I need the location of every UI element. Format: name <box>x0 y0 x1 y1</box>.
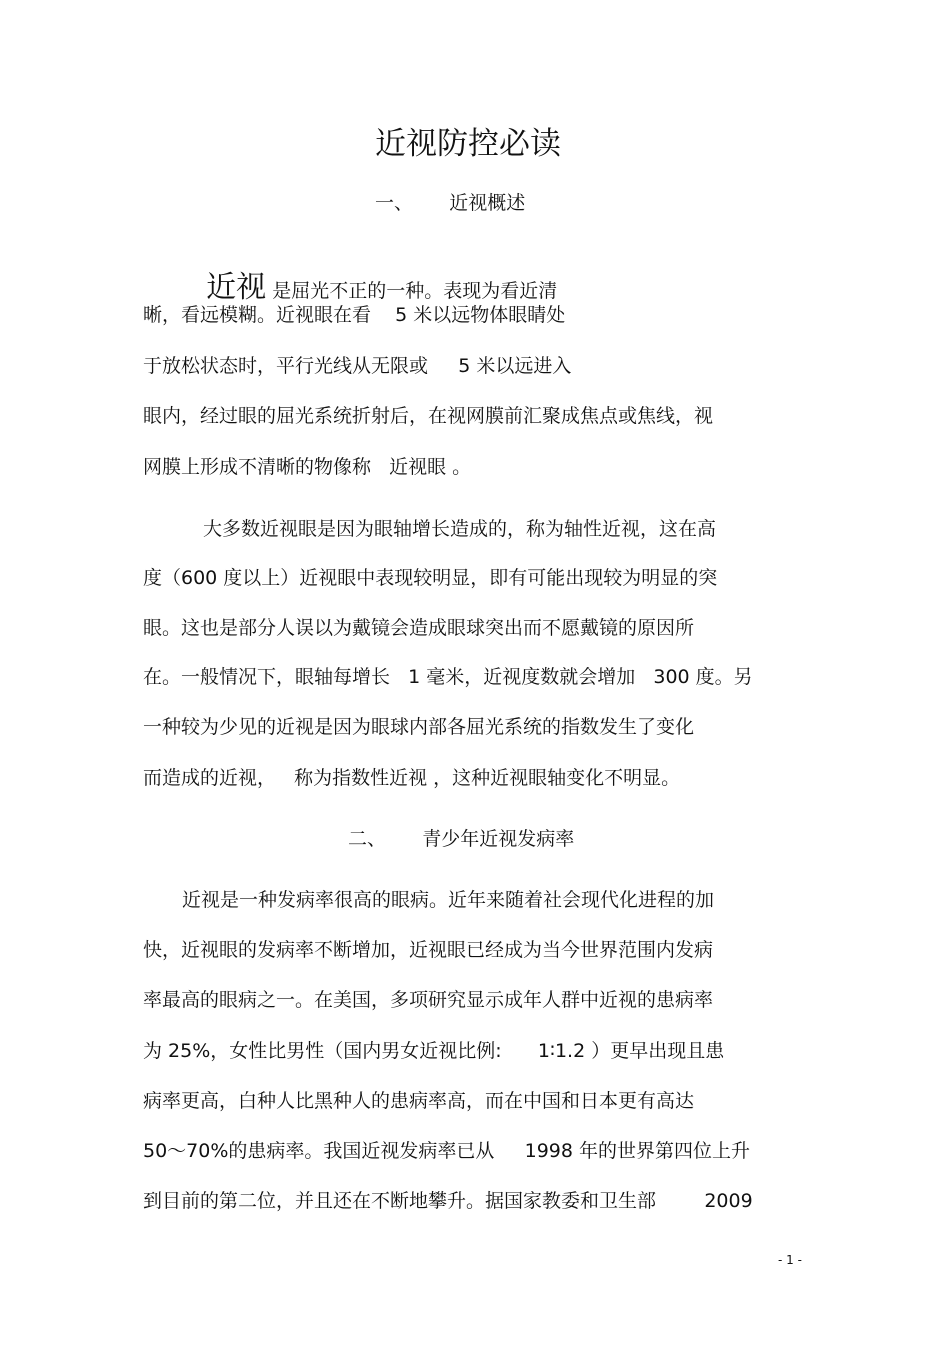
paragraph-line: 大多数近视眼是因为眼轴增长造成的，称为轴性近视，这在高 <box>203 518 717 540</box>
paragraph-line: 在。一般情况下，眼轴每增长 1 毫米，近视度数就会增加 300 度。另 <box>143 666 753 688</box>
paragraph-line: 晰，看远模糊。近视眼在看 5 米以远物体眼睛处 <box>143 304 566 326</box>
paragraph-line: 一种较为少见的近视是因为眼球内部各屈光系统的指数发生了变化 <box>143 716 695 738</box>
paragraph-line: 网膜上形成不清晰的物像称 近视眼 。 <box>143 456 472 478</box>
section-heading-overview: 一、 近视概述 <box>375 192 526 214</box>
lead-word: 近视 <box>206 270 267 305</box>
paragraph-line: 50～70%的患病率。我国近视发病率已从 1998 年的世界第四位上升 <box>143 1140 750 1162</box>
paragraph-line: 率最高的眼病之一。在美国，多项研究显示成年人群中近视的患病率 <box>143 989 714 1011</box>
paragraph-line: 眼内，经过眼的屈光系统折射后，在视网膜前汇聚成焦点或焦线，视 <box>143 405 714 427</box>
paragraph-line: 到目前的第二位，并且还在不断地攀升。据国家教委和卫生部 2009 <box>143 1190 753 1212</box>
paragraph-line: 度（600 度以上）近视眼中表现较明显，即有可能出现较为明显的突 <box>143 567 718 589</box>
paragraph-text: 是屈光不正的一种。表现为看近清 <box>266 280 558 302</box>
paragraph-line: 而造成的近视， 称为指数性近视 ，这种近视眼轴变化不明显。 <box>143 767 681 789</box>
paragraph-line: 于放松状态时，平行光线从无限或 5 米以远进入 <box>143 355 572 377</box>
paragraph-line: 眼。这也是部分人误以为戴镜会造成眼球突出而不愿戴镜的原因所 <box>143 617 695 639</box>
section-heading-incidence: 二、 青少年近视发病率 <box>348 828 575 850</box>
page-number: - 1 - <box>778 1253 802 1267</box>
paragraph-line: 为 25%，女性比男性（国内男女近视比例: 1∶1.2 ）更早出现且患 <box>143 1040 725 1062</box>
paragraph-line: 近视是一种发病率很高的眼病。近年来随着社会现代化进程的加 <box>182 889 715 911</box>
paragraph-line: 快，近视眼的发病率不断增加，近视眼已经成为当今世界范围内发病 <box>143 939 714 961</box>
paragraph-line: 病率更高，白种人比黑种人的患病率高，而在中国和日本更有高达 <box>143 1090 695 1112</box>
document-title: 近视防控必读 <box>375 126 561 162</box>
